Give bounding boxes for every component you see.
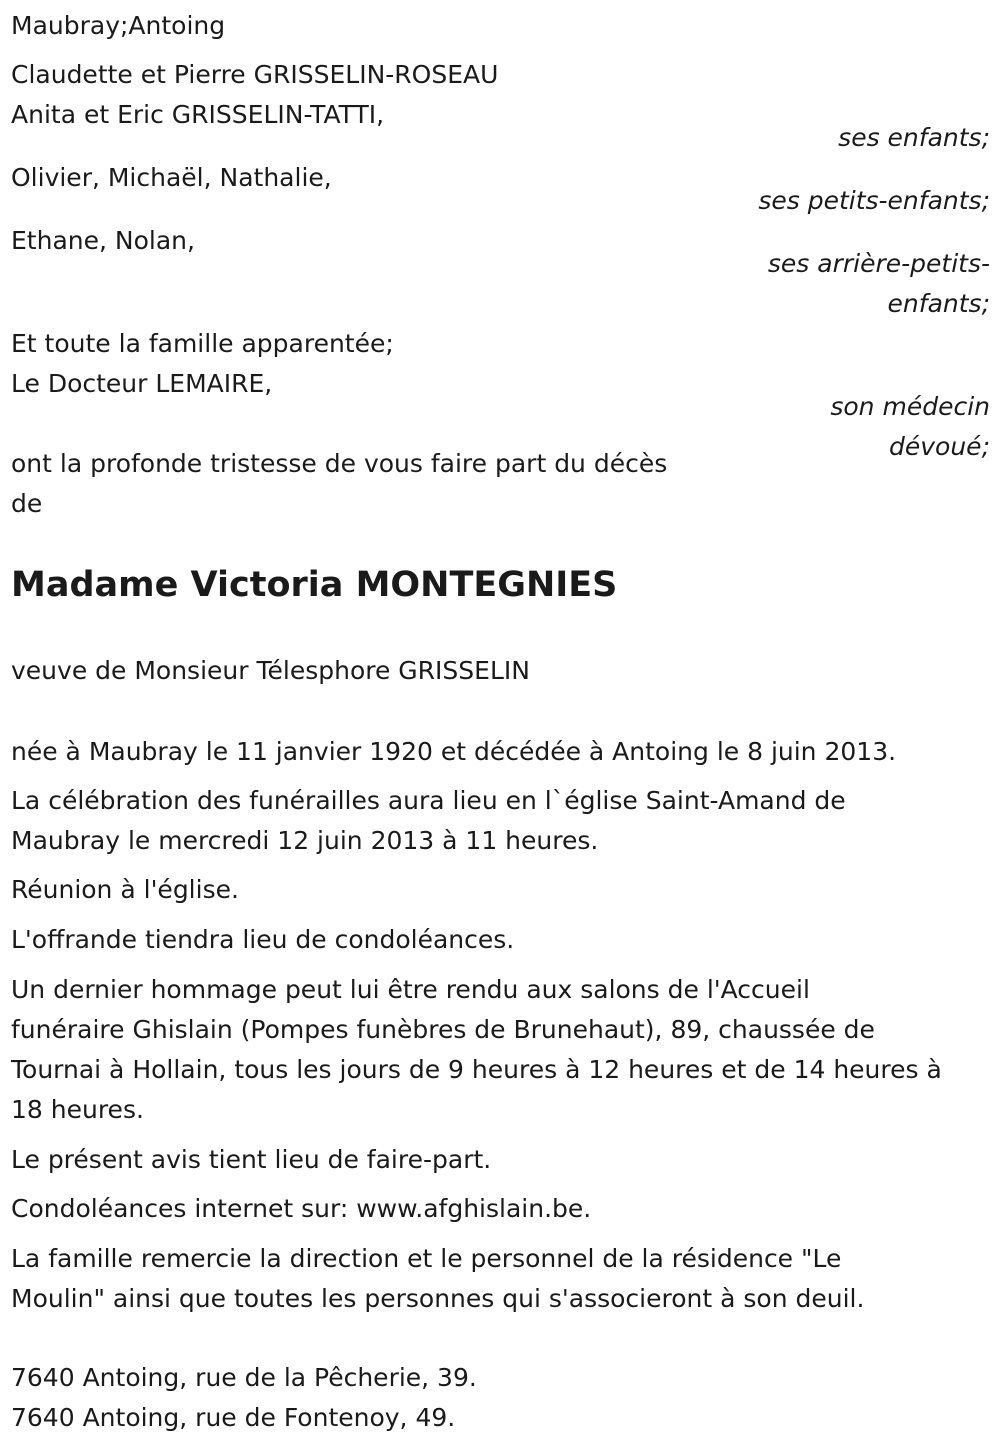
offering-line: L'offrande tiendra lieu de condoléances. bbox=[11, 925, 515, 954]
address-line-2: 7640 Antoing, rue de Fontenoy, 49. bbox=[11, 1403, 456, 1432]
deceased-name: Madame Victoria MONTEGNIES bbox=[11, 565, 618, 605]
grandchildren-names: Olivier, Michaël, Nathalie, bbox=[11, 163, 332, 192]
condolences-line: Condoléances internet sur: www.afghislain.be. bbox=[11, 1194, 592, 1223]
doctor-role-line-2: dévoué; bbox=[889, 432, 990, 461]
thanks-line-1: La famille remercie la direction et le personnel de la résidence "Le bbox=[11, 1244, 842, 1273]
thanks-line-2: Moulin" ainsi que toutes les personnes qui s'associeront à son deuil. bbox=[11, 1284, 865, 1313]
great-grandchildren-role-line-2: enfants; bbox=[887, 289, 990, 318]
address-line-1: 7640 Antoing, rue de la Pêcherie, 39. bbox=[11, 1363, 477, 1392]
tribute-line-4: 18 heures. bbox=[11, 1095, 144, 1124]
great-grandchildren-role-line-1: ses arrière-petits- bbox=[767, 249, 990, 278]
great-grandchildren-names: Ethane, Nolan, bbox=[11, 226, 195, 255]
family-line: Et toute la famille apparentée; bbox=[11, 329, 394, 358]
funeral-line-1: La célébration des funérailles aura lieu en l`église Saint-Amand de bbox=[11, 786, 846, 815]
notice-line: Le présent avis tient lieu de faire-part. bbox=[11, 1145, 492, 1174]
meeting-line: Réunion à l'église. bbox=[11, 875, 239, 904]
announcement-line-2: de bbox=[11, 489, 43, 518]
children-role: ses enfants; bbox=[838, 123, 990, 152]
birth-death: née à Maubray le 11 janvier 1920 et décédée à Antoing le 8 juin 2013. bbox=[11, 737, 897, 766]
grandchildren-role: ses petits-enfants; bbox=[758, 186, 990, 215]
widow-of: veuve de Monsieur Télesphore GRISSELIN bbox=[11, 656, 530, 685]
doctor-name: Le Docteur LEMAIRE, bbox=[11, 369, 273, 398]
doctor-role-line-1: son médecin bbox=[830, 392, 990, 421]
children-line-2: Anita et Eric GRISSELIN-TATTI, bbox=[11, 100, 385, 129]
location-header: Maubray;Antoing bbox=[11, 11, 226, 40]
announcement-line-1: ont la profonde tristesse de vous faire part du décès bbox=[11, 449, 668, 478]
children-line-1: Claudette et Pierre GRISSELIN-ROSEAU bbox=[11, 60, 499, 89]
funeral-line-2: Maubray le mercredi 12 juin 2013 à 11 heures. bbox=[11, 826, 599, 855]
tribute-line-2: funéraire Ghislain (Pompes funèbres de Brunehaut), 89, chaussée de bbox=[11, 1015, 875, 1044]
tribute-line-3: Tournai à Hollain, tous les jours de 9 heures à 12 heures et de 14 heures à bbox=[11, 1055, 942, 1084]
tribute-line-1: Un dernier hommage peut lui être rendu aux salons de l'Accueil bbox=[11, 975, 810, 1004]
